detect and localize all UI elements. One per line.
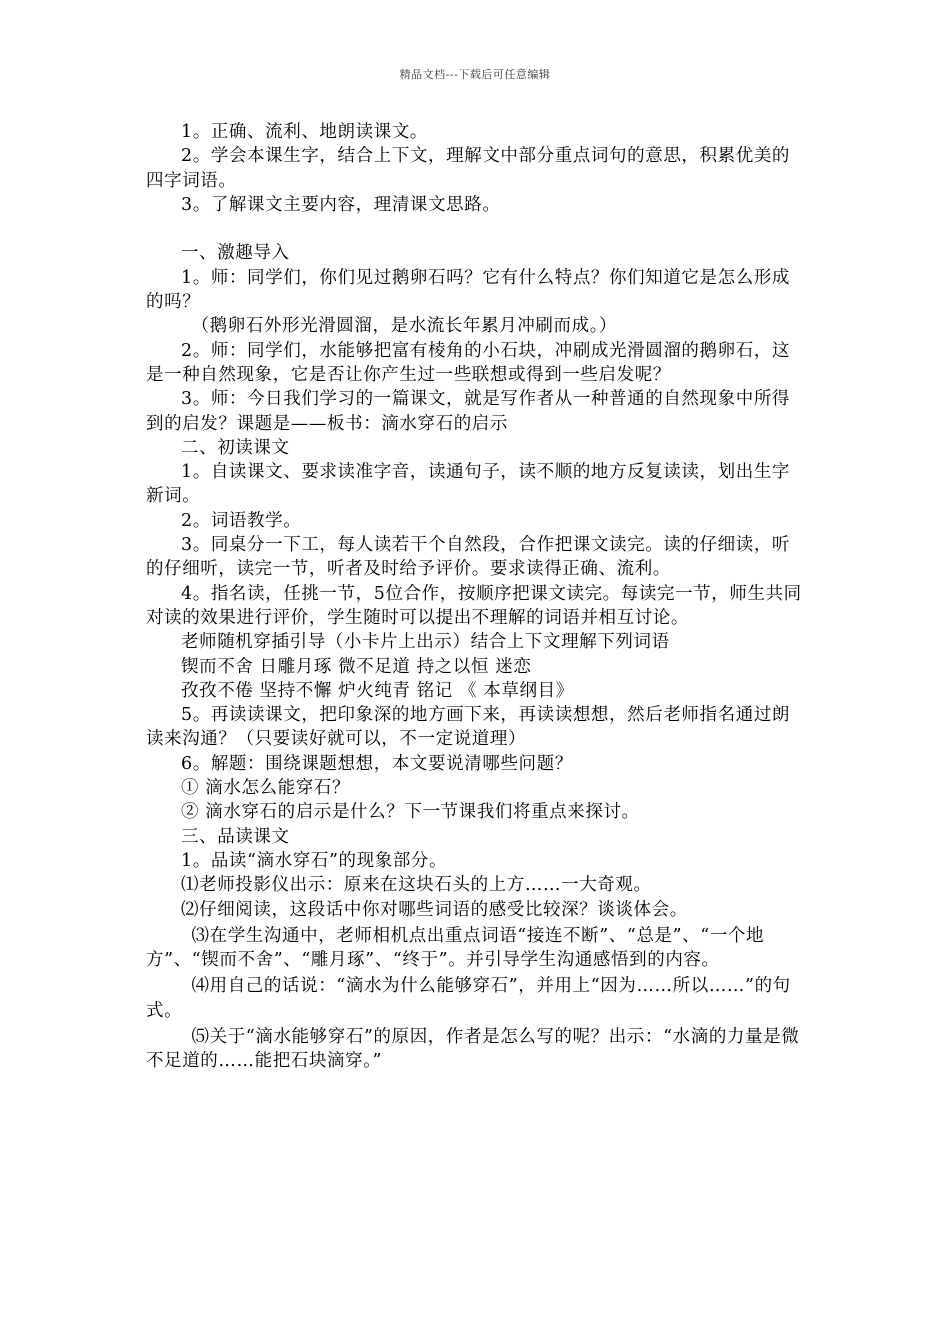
- vocabulary-line-2: 孜孜不倦 坚持不懈 炉火纯青 铭记 《 本草纲目》: [181, 680, 574, 701]
- paragraph: ⑴老师投影仪出示：原来在这块石头的上方……一大奇观。: [181, 875, 652, 896]
- paragraph: ⑷用自己的话说：“滴水为什么能够穿石”，并用上“因为……所以……”的句式。: [146, 976, 791, 1021]
- objective-3: 3。了解课文主要内容，理清课文思路。: [181, 194, 501, 215]
- section-heading-1: 一、激趣导入: [181, 243, 290, 264]
- objective-1: 1。正确、流利、地朗读课文。: [181, 122, 429, 142]
- paragraph: ⑸关于“滴水能够穿石”的原因，作者是怎么写的呢？出示：“水滴的力量是微不足道的……能把石块滴穿。”: [146, 1026, 800, 1072]
- paragraph: 4。指名读，任挑一节，5位合作，按顺序把课文读完。每读完一节，师生共同对读的效果进行评价，学生随时可以提出不理解的词语并相互讨论。: [146, 583, 802, 628]
- paragraph: （鹅卵石外形光滑圆溜，是水流长年累月冲刷而成。）: [191, 316, 618, 337]
- paragraph: 老师随机穿插引导（小卡片上出示）结合上下文理解下列词语: [181, 632, 670, 653]
- paragraph: ⑶在学生沟通中，老师相机点出重点词语“接连不断”、“总是”、“一个地方”、“锲而不舍”、“雕月琢”、“终于”。并引导学生沟通感悟到的内容。: [146, 925, 765, 971]
- section-heading-3: 三、品读课文: [181, 826, 290, 847]
- vocabulary-line-1: 锲而不舍 日雕月琢 微不足道 持之以恒 迷恋: [181, 656, 532, 677]
- section-heading-2: 二、初读课文: [181, 437, 290, 458]
- paragraph: 3。师：今日我们学习的一篇课文，就是写作者从一种普通的自然现象中所得到的启发？课题是——板书：滴水穿石的启示: [146, 389, 791, 434]
- paragraph: 5。再读读课文，把印象深的地方画下来，再读读想想，然后老师指名通过朗读来沟通？（只要读好就可以，不一定说道理）: [146, 705, 791, 750]
- page-header: 精品文档---下载后可任意编辑: [399, 68, 551, 81]
- paragraph: 6。解题：围绕课题想想，本文要说清哪些问题？: [181, 753, 573, 774]
- paragraph: 1。师：同学们，你们见过鹅卵石吗？它有什么特点？你们知道它是怎么形成的吗？: [146, 267, 791, 313]
- blank-line: [146, 217, 808, 241]
- paragraph: 2。词语教学。: [181, 510, 302, 531]
- question-1: ① 滴水怎么能穿石？: [181, 778, 351, 799]
- question-2: ② 滴水穿石的启示是什么？下一节课我们将重点来探讨。: [181, 802, 640, 823]
- paragraph: 1。品读“滴水穿石”的现象部分。: [181, 850, 448, 871]
- paragraph: 2。师：同学们，水能够把富有棱角的小石块，冲刷成光滑圆溜的鹅卵石，这是一种自然现象，它是否让你产生过一些联想或得到一些启发呢？: [146, 340, 791, 385]
- paragraph: 1。自读课文、要求读准字音，读通句子，读不顺的地方反复读读，划出生字新词。: [146, 462, 791, 507]
- objective-2: 2。学会本课生字，结合上下文，理解文中部分重点词句的意思，积累优美的四字词语。: [146, 146, 791, 191]
- paragraph: ⑵仔细阅读，这段话中你对哪些词语的感受比较深？谈谈体会。: [181, 899, 688, 920]
- paragraph: 3。同桌分一下工，每人读若干个自然段，合作把课文读完。读的仔细读，听的仔细听，读完一节，听者及时给予评价。要求读得正确、流利。: [146, 535, 791, 580]
- document-body: [146, 120, 808, 1074]
